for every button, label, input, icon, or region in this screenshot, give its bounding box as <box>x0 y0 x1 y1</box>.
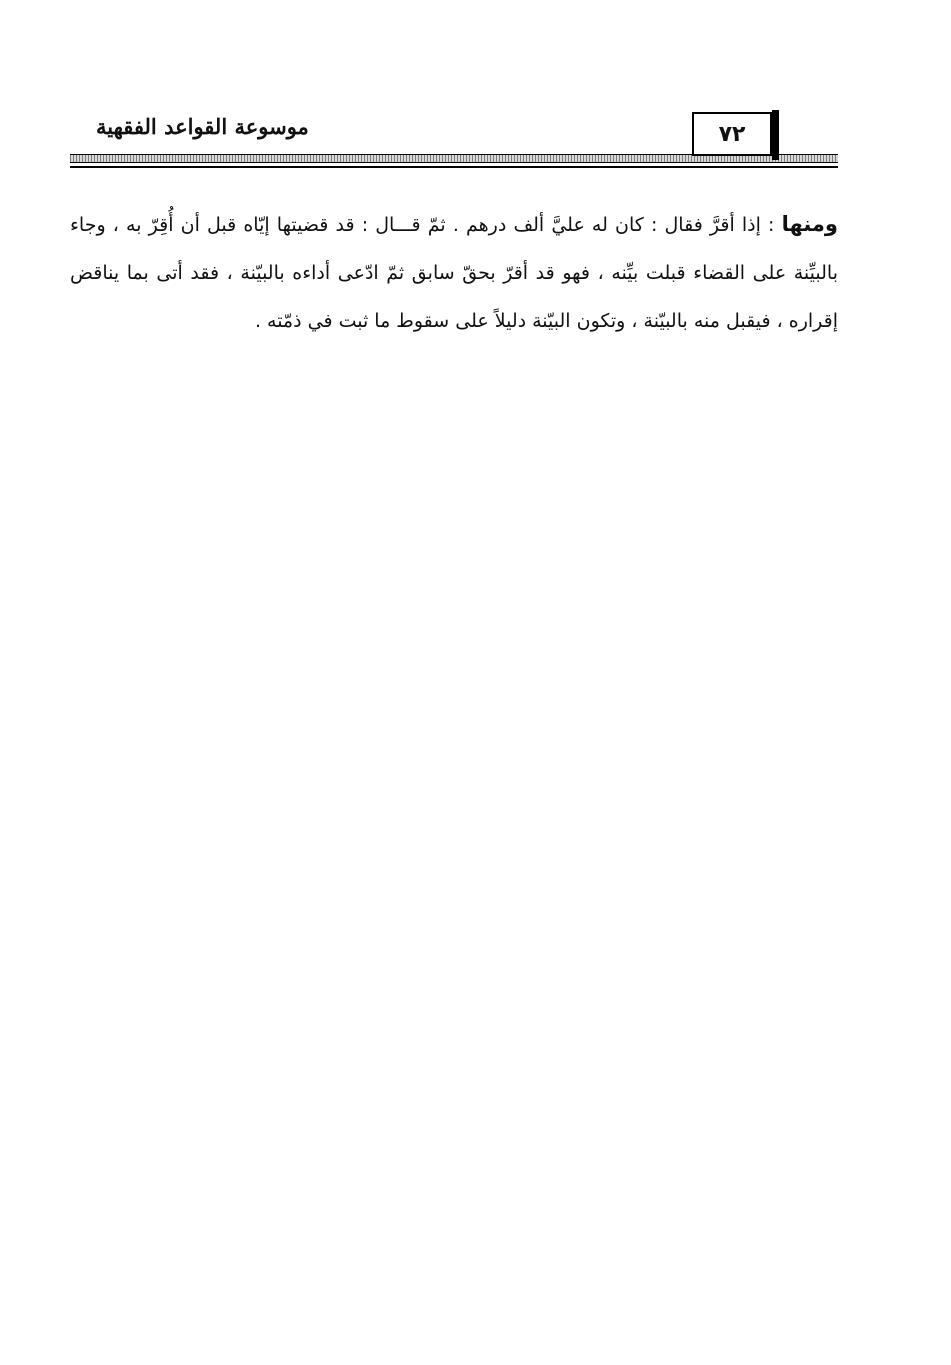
paragraph <box>70 200 838 345</box>
page-number: ٧٢ <box>692 112 772 156</box>
running-header <box>70 108 838 174</box>
paragraph-text: : إذا أقرَّ فقال : كان له عليَّ ألف درهم . ثمّ قـــال : قد قضيتها إيّاه قبل أن أُقِرّ به ، وجاء بالبيِّنة على القضاء قبلت بيِّنه ، فهو قد أقرّ بحقّ سابق ثمّ ادّعى أداءه بالبيّنة ، فقد أتى بما يناقض إقراره ، فيقبل منه بالبيّنة ، وتكون البيّنة دليلاً على سقوط ما ثبت في ذمّته . <box>70 214 838 332</box>
book-title: موسوعة القواعد الفقهية <box>96 114 309 139</box>
lead-word: ومنها <box>781 212 838 236</box>
page-number-tab <box>772 110 779 160</box>
main-text <box>70 200 838 345</box>
header-rule-thin <box>70 166 838 168</box>
